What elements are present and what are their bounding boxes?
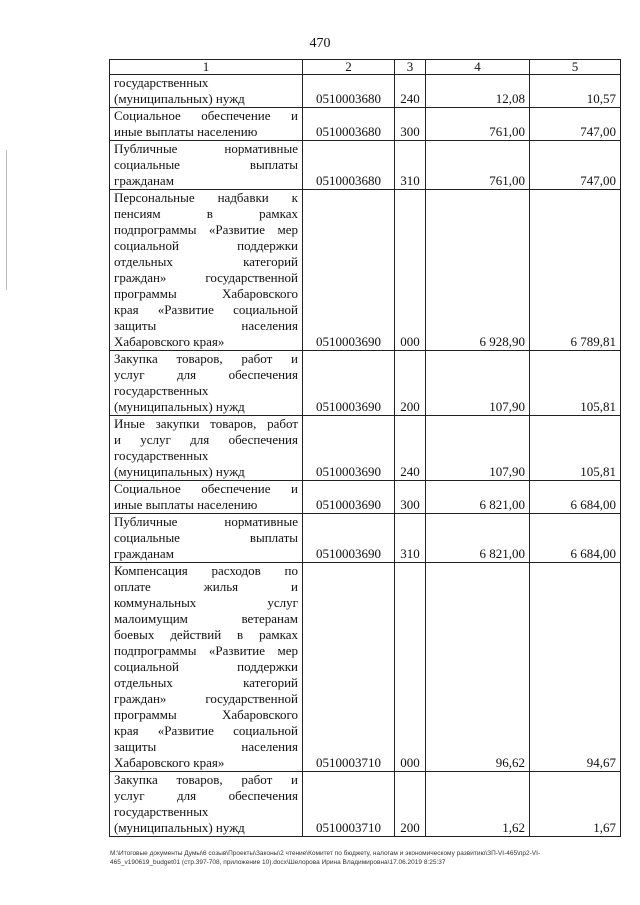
row-name-line: государственных — [114, 75, 209, 90]
amount-2021-cell: 1,67 — [530, 772, 621, 837]
row-name-line: государственных — [114, 383, 209, 398]
amount-2020-cell: 1,62 — [426, 772, 530, 837]
row-name-line: (муниципальных) нужд — [114, 399, 245, 414]
budget-code-cell: 0510003710 — [303, 772, 395, 837]
table-row — [110, 563, 621, 772]
budget-code-cell: 0510003690 — [303, 416, 395, 481]
row-name-line: гражданам — [114, 173, 174, 188]
row-name-line: отдельных категорий — [114, 675, 298, 690]
row-name-line: Социальное обеспечение и — [114, 108, 298, 123]
row-name-line: малоимущим ветеранам — [114, 611, 298, 626]
expense-type-cell: 310 — [395, 514, 426, 563]
row-name-line: Публичные нормативные — [114, 141, 298, 156]
row-name-line: края «Развитие социальной — [114, 302, 298, 317]
scan-margin-mark — [6, 150, 7, 290]
row-name-line: Хабаровского края» — [114, 334, 225, 349]
table-header-row — [110, 60, 621, 75]
row-name-line: (муниципальных) нужд — [114, 464, 245, 479]
row-name-line: услуг для обеспечения — [114, 788, 298, 803]
row-name-line: социальные выплаты — [114, 530, 298, 545]
row-name-cell — [110, 481, 303, 514]
amount-2020-cell: 12,08 — [426, 75, 530, 108]
expense-type-cell: 310 — [395, 141, 426, 190]
row-name-line: Компенсация расходов по — [114, 563, 298, 578]
row-name-line: боевых действий в рамках — [114, 627, 298, 642]
row-name-cell — [110, 190, 303, 351]
row-name-cell — [110, 75, 303, 108]
row-name-line: Социальное обеспечение и — [114, 481, 298, 496]
row-name-cell — [110, 514, 303, 563]
budget-code-cell: 0510003690 — [303, 481, 395, 514]
budget-table-body — [110, 60, 621, 837]
column-header: 5 — [530, 60, 621, 75]
row-name-line: Закупка товаров, работ и — [114, 351, 298, 366]
row-name-line: защиты населения — [114, 318, 298, 333]
column-header: 4 — [426, 60, 530, 75]
budget-code-cell: 0510003680 — [303, 75, 395, 108]
row-name-line: Закупка товаров, работ и — [114, 772, 298, 787]
row-name-line: (муниципальных) нужд — [114, 820, 245, 835]
expense-type-cell: 000 — [395, 190, 426, 351]
budget-code-cell: 0510003690 — [303, 190, 395, 351]
amount-2021-cell: 747,00 — [530, 108, 621, 141]
table-row — [110, 190, 621, 351]
amount-2021-cell: 6 684,00 — [530, 481, 621, 514]
amount-2020-cell: 6 821,00 — [426, 514, 530, 563]
row-name-cell — [110, 108, 303, 141]
row-name-line: Иные закупки товаров, работ — [114, 416, 298, 431]
row-name-line: (муниципальных) нужд — [114, 91, 245, 106]
amount-2020-cell: 107,90 — [426, 351, 530, 416]
row-name-line: отдельных категорий — [114, 254, 298, 269]
row-name-line: граждан» государственной — [114, 691, 298, 706]
budget-code-cell: 0510003680 — [303, 141, 395, 190]
budget-table — [109, 59, 621, 837]
expense-type-cell: 300 — [395, 481, 426, 514]
amount-2020-cell: 107,90 — [426, 416, 530, 481]
row-name-line: иные выплаты населению — [114, 497, 258, 512]
row-name-cell — [110, 416, 303, 481]
amount-2021-cell: 94,67 — [530, 563, 621, 772]
column-header: 3 — [395, 60, 426, 75]
table-row — [110, 141, 621, 190]
table-row — [110, 75, 621, 108]
amount-2020-cell: 761,00 — [426, 108, 530, 141]
amount-2021-cell: 105,81 — [530, 351, 621, 416]
amount-2020-cell: 6 928,90 — [426, 190, 530, 351]
row-name-line: Хабаровского края» — [114, 755, 225, 770]
column-header: 1 — [110, 60, 303, 75]
row-name-cell — [110, 351, 303, 416]
page-number: 470 — [309, 36, 331, 51]
amount-2021-cell: 105,81 — [530, 416, 621, 481]
footer-line: 465_v190619_budget01 (стр.397-708, приложение 10).docx\Шелорова Ирина Владимировна\17.06.2019 8:25:37 — [110, 859, 446, 866]
column-header: 2 — [303, 60, 395, 75]
amount-2021-cell: 6 684,00 — [530, 514, 621, 563]
row-name-line: края «Развитие социальной — [114, 723, 298, 738]
expense-type-cell: 000 — [395, 563, 426, 772]
row-name-line: иные выплаты населению — [114, 124, 258, 139]
expense-type-cell: 200 — [395, 772, 426, 837]
row-name-cell — [110, 141, 303, 190]
row-name-line: защиты населения — [114, 739, 298, 754]
row-name-line: подпрограммы «Развитие мер — [114, 643, 298, 658]
amount-2020-cell: 761,00 — [426, 141, 530, 190]
expense-type-cell: 240 — [395, 75, 426, 108]
row-name-line: государственных — [114, 448, 209, 463]
amount-2020-cell: 96,62 — [426, 563, 530, 772]
document-path-footer — [110, 849, 626, 867]
table-row — [110, 514, 621, 563]
row-name-line: социальные выплаты — [114, 157, 298, 172]
row-name-line: подпрограммы «Развитие мер — [114, 222, 298, 237]
row-name-line: программы Хабаровского — [114, 286, 298, 301]
row-name-line: Публичные нормативные — [114, 514, 298, 529]
row-name-line: государственных — [114, 804, 209, 819]
amount-2021-cell: 6 789,81 — [530, 190, 621, 351]
row-name-line: программы Хабаровского — [114, 707, 298, 722]
row-name-line: граждан» государственной — [114, 270, 298, 285]
amount-2020-cell: 6 821,00 — [426, 481, 530, 514]
row-name-line: социальной поддержки — [114, 659, 298, 674]
row-name-line: гражданам — [114, 546, 174, 561]
budget-code-cell: 0510003710 — [303, 563, 395, 772]
row-name-line: Персональные надбавки к — [114, 190, 298, 205]
budget-code-cell: 0510003690 — [303, 351, 395, 416]
row-name-cell — [110, 772, 303, 837]
amount-2021-cell: 747,00 — [530, 141, 621, 190]
row-name-line: социальной поддержки — [114, 238, 298, 253]
budget-code-cell: 0510003680 — [303, 108, 395, 141]
row-name-line: пенсиям в рамках — [114, 206, 298, 221]
expense-type-cell: 300 — [395, 108, 426, 141]
table-row — [110, 481, 621, 514]
row-name-line: и услуг для обеспечения — [114, 432, 298, 447]
row-name-line: услуг для обеспечения — [114, 367, 298, 382]
expense-type-cell: 200 — [395, 351, 426, 416]
table-row — [110, 351, 621, 416]
table-row — [110, 416, 621, 481]
row-name-line: коммунальных услуг — [114, 595, 298, 610]
table-row — [110, 772, 621, 837]
expense-type-cell: 240 — [395, 416, 426, 481]
table-row — [110, 108, 621, 141]
footer-line: M:\Итоговые документы Думы\6 созыв\Проекты\Законы\2 чтение\Комитет по бюджету, налогам и экономическому развитию\ЗП-VI-465\пр2-VI- — [110, 850, 541, 857]
budget-code-cell: 0510003690 — [303, 514, 395, 563]
amount-2021-cell: 10,57 — [530, 75, 621, 108]
row-name-line: оплате жилья и — [114, 579, 298, 594]
row-name-cell — [110, 563, 303, 772]
